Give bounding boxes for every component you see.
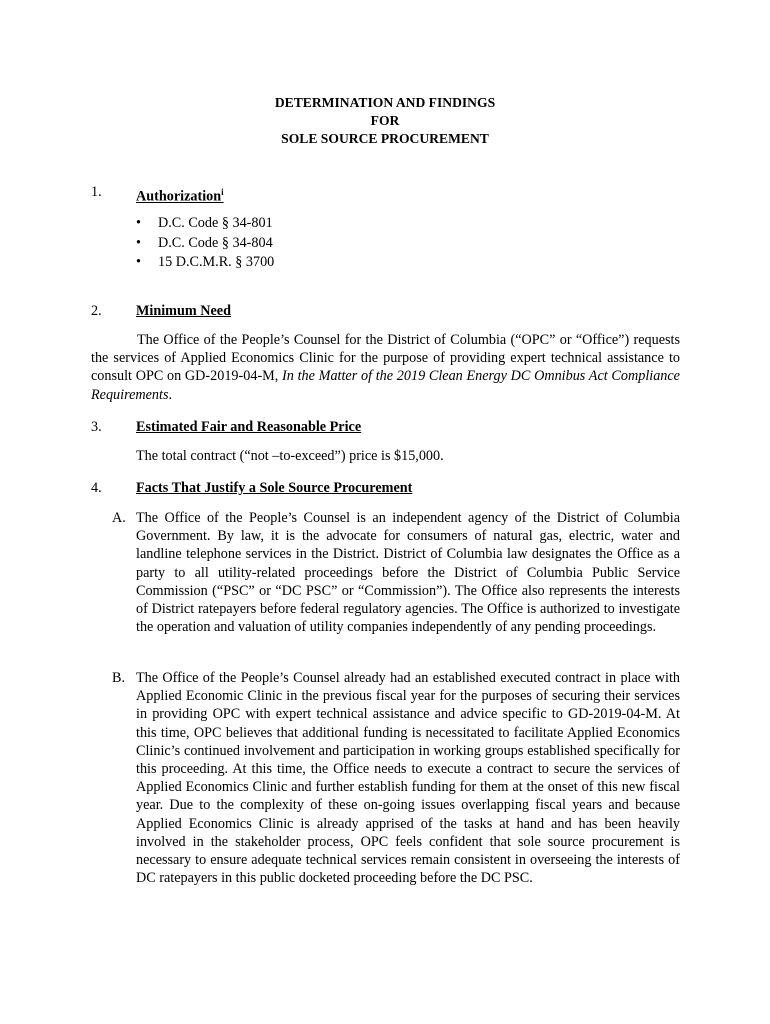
- section-1-heading: [136, 183, 224, 206]
- section-4-heading: Facts That Justify a Sole Source Procurement: [136, 480, 413, 496]
- bullet-icon: •: [136, 215, 141, 231]
- section-3-number: 3.: [91, 419, 102, 435]
- section-1-number: 1.: [91, 184, 102, 200]
- list-item-text: 15 D.C.M.R. § 3700: [158, 254, 275, 271]
- document-title-line-1: DETERMINATION AND FINDINGS: [274, 95, 496, 110]
- authorization-list: [136, 214, 274, 273]
- item-b-letter: B.: [112, 670, 126, 686]
- item-b-paragraph: The Office of the People’s Counsel already had an established executed contract in place with Applied Economic Clinic in the previous fiscal year for the purposes of securing their services in providing OPC with expert technical assistance and advice specific to GD-2019-04-M. At this time, OPC believes that additional funding is necessitated to facilitate Applied Economics Clinic’s continued involvement and participation in working groups established specifically for this proceeding. At this time, the Office needs to execute a contract to secure the services of Applied Economics Clinic and further establish funding for them at the onset of this new fiscal year. Due to the complexity of these on-going issues overlapping fiscal years and because Applied Economics Clinic is already apprised of the tasks at hand and has been heavily involved in the stakeholder process, OPC feels confident that sole source procurement is necessary to ensure adequate technical services remain consistent in overseeing the interests of DC ratepayers in this public docketed proceeding before the DC PSC.: [136, 670, 680, 887]
- list-item: [136, 253, 274, 273]
- section-2-paragraph-end: .: [168, 386, 173, 403]
- item-a-paragraph: The Office of the People’s Counsel is an independent agency of the District of Columbia Government. By law, it is the advocate for consumers of natural gas, electric, water and landline telephone services in the District. District of Columbia law designates the Office as a party to all utility-related proceedings before the District of Columbia Public Service Commission (“PSC” or “DC PSC” or “Commission”). The Office also represents the interests of District ratepayers before federal regulatory agencies. The Office is authorized to investigate the operation and valuation of utility companies independently of any pending proceedings.: [136, 510, 680, 636]
- section-4-number: 4.: [91, 480, 102, 496]
- section-2-paragraph-text: The Office of the People’s Counsel for the District of Columbia (“OPC” or “Office”) requests the services of Applied Economics Clinic for the purpose of providing expert technical assistance to consult OPC on GD-2019-04-M,: [91, 332, 680, 385]
- list-item-text: D.C. Code § 34-804: [158, 234, 273, 251]
- section-2-case-title: In the Matter of the 2019 Clean Energy DC Omnibus Act Compliance Requirements: [91, 368, 680, 403]
- list-item: [136, 234, 274, 254]
- document-title-line-2: FOR: [370, 113, 400, 128]
- bullet-icon: •: [136, 254, 141, 271]
- bullet-icon: •: [136, 234, 141, 251]
- section-2-paragraph: [91, 331, 680, 404]
- section-2-number: 2.: [91, 303, 102, 319]
- section-3-heading: Estimated Fair and Reasonable Price: [136, 419, 362, 435]
- document-title-line-3: SOLE SOURCE PROCUREMENT: [281, 131, 489, 146]
- list-item: [136, 214, 274, 234]
- item-a-letter: A.: [112, 510, 126, 526]
- section-2-heading: Minimum Need: [136, 303, 231, 319]
- list-item-text: D.C. Code § 34-801: [158, 215, 273, 231]
- section-1-heading-text: Authorization: [136, 188, 222, 205]
- section-3-paragraph: The total contract (“not –to-exceed”) price is $15,000.: [136, 448, 444, 464]
- section-1-footnote-marker: i: [221, 187, 224, 197]
